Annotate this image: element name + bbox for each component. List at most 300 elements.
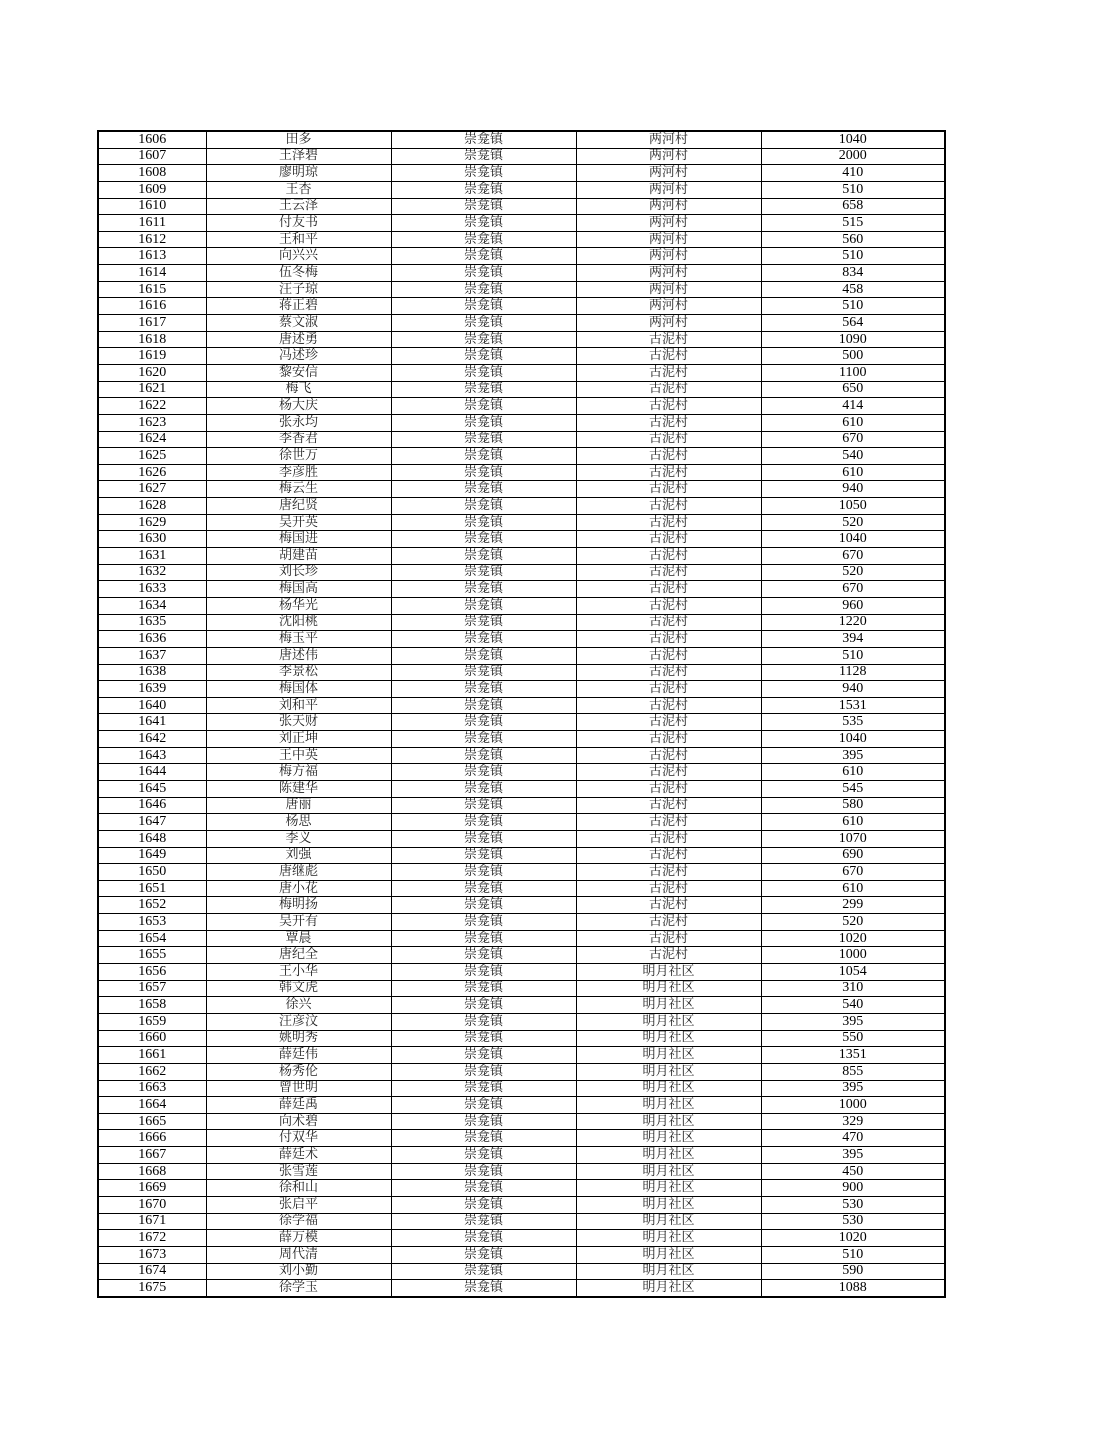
table-row: [98, 897, 945, 914]
amount-cell: 1531: [761, 697, 945, 714]
town-cell: 崇龛镇: [391, 448, 576, 465]
table-row: [98, 980, 945, 997]
table-row: [98, 1230, 945, 1247]
table-row: [98, 681, 945, 698]
row-number-cell: 1658: [98, 997, 206, 1014]
row-number-cell: 1650: [98, 864, 206, 881]
amount-cell: 515: [761, 215, 945, 232]
amount-cell: 670: [761, 864, 945, 881]
town-cell: 崇龛镇: [391, 215, 576, 232]
amount-cell: 395: [761, 1080, 945, 1097]
table-row: [98, 431, 945, 448]
name-cell: 韩文虎: [206, 980, 391, 997]
row-number-cell: 1652: [98, 897, 206, 914]
village-cell: 古泥村: [576, 830, 761, 847]
row-number-cell: 1673: [98, 1246, 206, 1263]
table-row: [98, 747, 945, 764]
row-number-cell: 1639: [98, 681, 206, 698]
town-cell: 崇龛镇: [391, 747, 576, 764]
town-cell: 崇龛镇: [391, 664, 576, 681]
table-row: [98, 481, 945, 498]
town-cell: 崇龛镇: [391, 248, 576, 265]
amount-cell: 1000: [761, 1097, 945, 1114]
town-cell: 崇龛镇: [391, 1163, 576, 1180]
row-number-cell: 1641: [98, 714, 206, 731]
row-number-cell: 1617: [98, 315, 206, 332]
name-cell: 李香君: [206, 431, 391, 448]
table-row: [98, 281, 945, 298]
village-cell: 明月社区: [576, 1047, 761, 1064]
name-cell: 唐纪全: [206, 947, 391, 964]
village-cell: 古泥村: [576, 398, 761, 415]
amount-cell: 299: [761, 897, 945, 914]
row-number-cell: 1619: [98, 348, 206, 365]
town-cell: 崇龛镇: [391, 364, 576, 381]
amount-cell: 520: [761, 564, 945, 581]
village-cell: 古泥村: [576, 747, 761, 764]
town-cell: 崇龛镇: [391, 231, 576, 248]
name-cell: 唐纪贤: [206, 498, 391, 515]
row-number-cell: 1669: [98, 1180, 206, 1197]
town-cell: 崇龛镇: [391, 548, 576, 565]
village-cell: 古泥村: [576, 531, 761, 548]
table-row: [98, 398, 945, 415]
name-cell: 姚明秀: [206, 1030, 391, 1047]
town-cell: 崇龛镇: [391, 315, 576, 332]
town-cell: 崇龛镇: [391, 914, 576, 931]
town-cell: 崇龛镇: [391, 780, 576, 797]
village-cell: 明月社区: [576, 1097, 761, 1114]
table-row: [98, 1147, 945, 1164]
amount-cell: 410: [761, 165, 945, 182]
row-number-cell: 1611: [98, 215, 206, 232]
town-cell: 崇龛镇: [391, 1213, 576, 1230]
amount-cell: 580: [761, 797, 945, 814]
town-cell: 崇龛镇: [391, 514, 576, 531]
name-cell: 蒋正碧: [206, 298, 391, 315]
amount-cell: 395: [761, 1013, 945, 1030]
row-number-cell: 1612: [98, 231, 206, 248]
table-row: [98, 148, 945, 165]
amount-cell: 690: [761, 847, 945, 864]
row-number-cell: 1627: [98, 481, 206, 498]
amount-cell: 900: [761, 1180, 945, 1197]
village-cell: 两河村: [576, 148, 761, 165]
row-number-cell: 1653: [98, 914, 206, 931]
village-cell: 古泥村: [576, 780, 761, 797]
town-cell: 崇龛镇: [391, 1263, 576, 1280]
town-cell: 崇龛镇: [391, 897, 576, 914]
amount-cell: 1040: [761, 731, 945, 748]
amount-cell: 520: [761, 514, 945, 531]
row-number-cell: 1655: [98, 947, 206, 964]
town-cell: 崇龛镇: [391, 1030, 576, 1047]
town-cell: 崇龛镇: [391, 348, 576, 365]
row-number-cell: 1664: [98, 1097, 206, 1114]
village-cell: 古泥村: [576, 681, 761, 698]
town-cell: 崇龛镇: [391, 464, 576, 481]
name-cell: 李彦胜: [206, 464, 391, 481]
town-cell: 崇龛镇: [391, 198, 576, 215]
name-cell: 刘强: [206, 847, 391, 864]
name-cell: 梅飞: [206, 381, 391, 398]
town-cell: 崇龛镇: [391, 947, 576, 964]
amount-cell: 540: [761, 997, 945, 1014]
amount-cell: 560: [761, 231, 945, 248]
table-row: [98, 564, 945, 581]
table-row: [98, 265, 945, 282]
row-number-cell: 1656: [98, 964, 206, 981]
amount-cell: 530: [761, 1213, 945, 1230]
name-cell: 唐继彪: [206, 864, 391, 881]
row-number-cell: 1659: [98, 1013, 206, 1030]
table-row: [98, 797, 945, 814]
table-row: [98, 1197, 945, 1214]
table-row: [98, 215, 945, 232]
amount-cell: 310: [761, 980, 945, 997]
row-number-cell: 1642: [98, 731, 206, 748]
town-cell: 崇龛镇: [391, 847, 576, 864]
village-cell: 古泥村: [576, 814, 761, 831]
village-cell: 明月社区: [576, 1063, 761, 1080]
village-cell: 古泥村: [576, 581, 761, 598]
table-row: [98, 1063, 945, 1080]
row-number-cell: 1637: [98, 647, 206, 664]
name-cell: 刘小勤: [206, 1263, 391, 1280]
row-number-cell: 1660: [98, 1030, 206, 1047]
town-cell: 崇龛镇: [391, 481, 576, 498]
name-cell: 王泽碧: [206, 148, 391, 165]
name-cell: 杨大庆: [206, 398, 391, 415]
table-row: [98, 1213, 945, 1230]
village-cell: 古泥村: [576, 597, 761, 614]
name-cell: 付友书: [206, 215, 391, 232]
village-cell: 古泥村: [576, 631, 761, 648]
town-cell: 崇龛镇: [391, 764, 576, 781]
row-number-cell: 1647: [98, 814, 206, 831]
name-cell: 冯述珍: [206, 348, 391, 365]
village-cell: 明月社区: [576, 1180, 761, 1197]
table-row: [98, 1030, 945, 1047]
name-cell: 徐学玉: [206, 1280, 391, 1297]
row-number-cell: 1662: [98, 1063, 206, 1080]
village-cell: 两河村: [576, 198, 761, 215]
amount-cell: 2000: [761, 148, 945, 165]
table-row: [98, 448, 945, 465]
table-row: [98, 814, 945, 831]
village-cell: 古泥村: [576, 647, 761, 664]
village-cell: 两河村: [576, 315, 761, 332]
amount-cell: 394: [761, 631, 945, 648]
village-cell: 古泥村: [576, 897, 761, 914]
name-cell: 王云泽: [206, 198, 391, 215]
town-cell: 崇龛镇: [391, 797, 576, 814]
row-number-cell: 1608: [98, 165, 206, 182]
amount-cell: 530: [761, 1197, 945, 1214]
name-cell: 梅国高: [206, 581, 391, 598]
row-number-cell: 1657: [98, 980, 206, 997]
name-cell: 梅方福: [206, 764, 391, 781]
town-cell: 崇龛镇: [391, 631, 576, 648]
table-row: [98, 964, 945, 981]
village-cell: 明月社区: [576, 1163, 761, 1180]
table-row: [98, 298, 945, 315]
amount-cell: 610: [761, 764, 945, 781]
name-cell: 刘和平: [206, 697, 391, 714]
table-row: [98, 364, 945, 381]
table-row: [98, 464, 945, 481]
town-cell: 崇龛镇: [391, 1113, 576, 1130]
town-cell: 崇龛镇: [391, 281, 576, 298]
amount-cell: 535: [761, 714, 945, 731]
name-cell: 唐小花: [206, 880, 391, 897]
row-number-cell: 1623: [98, 414, 206, 431]
name-cell: 刘正坤: [206, 731, 391, 748]
amount-cell: 855: [761, 1063, 945, 1080]
village-cell: 古泥村: [576, 864, 761, 881]
amount-cell: 510: [761, 298, 945, 315]
name-cell: 梅明扬: [206, 897, 391, 914]
amount-cell: 1220: [761, 614, 945, 631]
village-cell: 古泥村: [576, 947, 761, 964]
row-number-cell: 1634: [98, 597, 206, 614]
village-cell: 明月社区: [576, 997, 761, 1014]
row-number-cell: 1651: [98, 880, 206, 897]
table-row: [98, 947, 945, 964]
table-row: [98, 198, 945, 215]
row-number-cell: 1626: [98, 464, 206, 481]
town-cell: 崇龛镇: [391, 581, 576, 598]
name-cell: 吴开有: [206, 914, 391, 931]
amount-cell: 670: [761, 431, 945, 448]
town-cell: 崇龛镇: [391, 980, 576, 997]
village-cell: 古泥村: [576, 381, 761, 398]
amount-cell: 520: [761, 914, 945, 931]
name-cell: 周代清: [206, 1246, 391, 1263]
amount-cell: 1090: [761, 331, 945, 348]
table-row: [98, 997, 945, 1014]
village-cell: 古泥村: [576, 564, 761, 581]
row-number-cell: 1661: [98, 1047, 206, 1064]
amount-cell: 940: [761, 481, 945, 498]
amount-cell: 610: [761, 464, 945, 481]
table-row: [98, 914, 945, 931]
village-cell: 古泥村: [576, 431, 761, 448]
name-cell: 唐述勇: [206, 331, 391, 348]
village-cell: 古泥村: [576, 714, 761, 731]
row-number-cell: 1616: [98, 298, 206, 315]
name-cell: 梅云生: [206, 481, 391, 498]
village-cell: 古泥村: [576, 614, 761, 631]
town-cell: 崇龛镇: [391, 1230, 576, 1247]
row-number-cell: 1646: [98, 797, 206, 814]
name-cell: 覃晨: [206, 930, 391, 947]
village-cell: 明月社区: [576, 1280, 761, 1297]
row-number-cell: 1614: [98, 265, 206, 282]
amount-cell: 458: [761, 281, 945, 298]
amount-cell: 470: [761, 1130, 945, 1147]
village-cell: 明月社区: [576, 1246, 761, 1263]
amount-cell: 329: [761, 1113, 945, 1130]
village-cell: 两河村: [576, 265, 761, 282]
row-number-cell: 1625: [98, 448, 206, 465]
table-row: [98, 1263, 945, 1280]
name-cell: 徐世万: [206, 448, 391, 465]
town-cell: 崇龛镇: [391, 597, 576, 614]
village-cell: 古泥村: [576, 764, 761, 781]
row-number-cell: 1632: [98, 564, 206, 581]
table-row: [98, 1097, 945, 1114]
table-row: [98, 930, 945, 947]
town-cell: 崇龛镇: [391, 697, 576, 714]
amount-cell: 510: [761, 248, 945, 265]
village-cell: 古泥村: [576, 797, 761, 814]
amount-cell: 545: [761, 780, 945, 797]
row-number-cell: 1607: [98, 148, 206, 165]
row-number-cell: 1610: [98, 198, 206, 215]
table-row: [98, 581, 945, 598]
amount-cell: 610: [761, 880, 945, 897]
amount-cell: 610: [761, 414, 945, 431]
amount-cell: 1070: [761, 830, 945, 847]
row-number-cell: 1649: [98, 847, 206, 864]
table-body: [98, 131, 945, 1297]
village-cell: 两河村: [576, 248, 761, 265]
amount-cell: 510: [761, 647, 945, 664]
table-row: [98, 1130, 945, 1147]
town-cell: 崇龛镇: [391, 864, 576, 881]
table-row: [98, 248, 945, 265]
town-cell: 崇龛镇: [391, 1280, 576, 1297]
name-cell: 杨秀伦: [206, 1063, 391, 1080]
village-cell: 古泥村: [576, 880, 761, 897]
table-row: [98, 331, 945, 348]
name-cell: 张雪莲: [206, 1163, 391, 1180]
village-cell: 古泥村: [576, 498, 761, 515]
town-cell: 崇龛镇: [391, 614, 576, 631]
name-cell: 陈建华: [206, 780, 391, 797]
amount-cell: 1100: [761, 364, 945, 381]
village-cell: 明月社区: [576, 1030, 761, 1047]
name-cell: 杨思: [206, 814, 391, 831]
village-cell: 明月社区: [576, 980, 761, 997]
village-cell: 古泥村: [576, 847, 761, 864]
name-cell: 徐兴: [206, 997, 391, 1014]
table-row: [98, 764, 945, 781]
table-row: [98, 131, 945, 148]
village-cell: 古泥村: [576, 731, 761, 748]
table-row: [98, 181, 945, 198]
row-number-cell: 1667: [98, 1147, 206, 1164]
name-cell: 薛廷伟: [206, 1047, 391, 1064]
town-cell: 崇龛镇: [391, 564, 576, 581]
row-number-cell: 1635: [98, 614, 206, 631]
town-cell: 崇龛镇: [391, 731, 576, 748]
village-cell: 古泥村: [576, 331, 761, 348]
table-row: [98, 830, 945, 847]
town-cell: 崇龛镇: [391, 498, 576, 515]
amount-cell: 510: [761, 181, 945, 198]
name-cell: 向兴兴: [206, 248, 391, 265]
village-cell: 古泥村: [576, 697, 761, 714]
town-cell: 崇龛镇: [391, 930, 576, 947]
amount-cell: 610: [761, 814, 945, 831]
village-cell: 两河村: [576, 281, 761, 298]
row-number-cell: 1654: [98, 930, 206, 947]
village-cell: 明月社区: [576, 1113, 761, 1130]
table-row: [98, 847, 945, 864]
town-cell: 崇龛镇: [391, 997, 576, 1014]
town-cell: 崇龛镇: [391, 814, 576, 831]
row-number-cell: 1665: [98, 1113, 206, 1130]
town-cell: 崇龛镇: [391, 681, 576, 698]
town-cell: 崇龛镇: [391, 165, 576, 182]
town-cell: 崇龛镇: [391, 1180, 576, 1197]
village-cell: 明月社区: [576, 1080, 761, 1097]
amount-cell: 500: [761, 348, 945, 365]
row-number-cell: 1622: [98, 398, 206, 415]
table-row: [98, 1180, 945, 1197]
amount-cell: 650: [761, 381, 945, 398]
town-cell: 崇龛镇: [391, 414, 576, 431]
town-cell: 崇龛镇: [391, 131, 576, 148]
village-cell: 古泥村: [576, 348, 761, 365]
row-number-cell: 1618: [98, 331, 206, 348]
name-cell: 杨华光: [206, 597, 391, 614]
row-number-cell: 1628: [98, 498, 206, 515]
table-row: [98, 165, 945, 182]
row-number-cell: 1633: [98, 581, 206, 598]
village-cell: 古泥村: [576, 364, 761, 381]
town-cell: 崇龛镇: [391, 531, 576, 548]
amount-cell: 658: [761, 198, 945, 215]
amount-cell: 1040: [761, 131, 945, 148]
table-row: [98, 348, 945, 365]
name-cell: 王杏: [206, 181, 391, 198]
row-number-cell: 1674: [98, 1263, 206, 1280]
row-number-cell: 1666: [98, 1130, 206, 1147]
name-cell: 蔡文淑: [206, 315, 391, 332]
table-row: [98, 714, 945, 731]
row-number-cell: 1643: [98, 747, 206, 764]
amount-cell: 1050: [761, 498, 945, 515]
name-cell: 廖明琼: [206, 165, 391, 182]
table-row: [98, 597, 945, 614]
town-cell: 崇龛镇: [391, 1197, 576, 1214]
row-number-cell: 1663: [98, 1080, 206, 1097]
name-cell: 张启平: [206, 1197, 391, 1214]
amount-cell: 540: [761, 448, 945, 465]
name-cell: 张永均: [206, 414, 391, 431]
name-cell: 薛万模: [206, 1230, 391, 1247]
row-number-cell: 1644: [98, 764, 206, 781]
name-cell: 曾世明: [206, 1080, 391, 1097]
row-number-cell: 1630: [98, 531, 206, 548]
amount-cell: 1128: [761, 664, 945, 681]
village-cell: 古泥村: [576, 464, 761, 481]
town-cell: 崇龛镇: [391, 398, 576, 415]
village-cell: 两河村: [576, 165, 761, 182]
row-number-cell: 1640: [98, 697, 206, 714]
name-cell: 沈阳桃: [206, 614, 391, 631]
name-cell: 薛廷禹: [206, 1097, 391, 1114]
table-row: [98, 731, 945, 748]
village-cell: 明月社区: [576, 1197, 761, 1214]
row-number-cell: 1624: [98, 431, 206, 448]
village-cell: 明月社区: [576, 1230, 761, 1247]
row-number-cell: 1629: [98, 514, 206, 531]
data-table: [97, 130, 946, 1298]
